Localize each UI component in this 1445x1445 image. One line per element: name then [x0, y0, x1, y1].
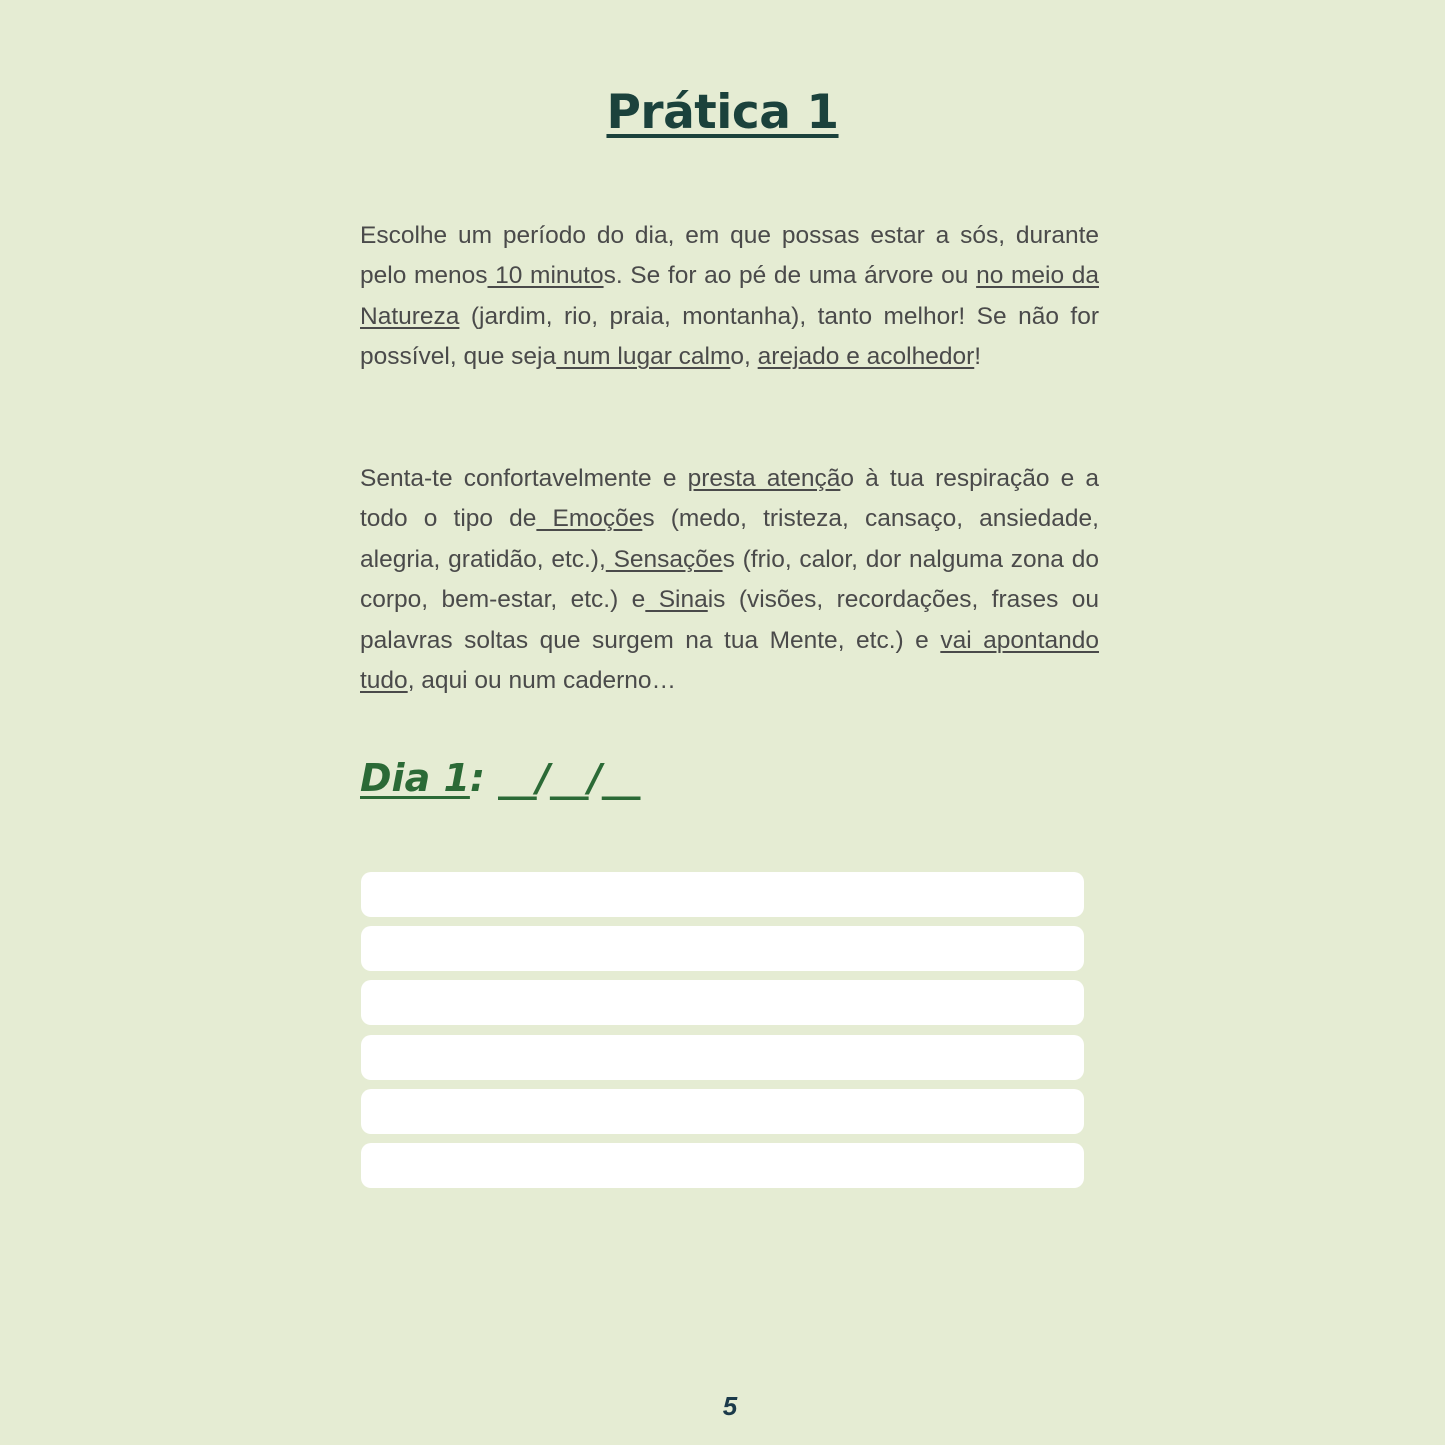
instructions-paragraph-2 — [360, 459, 1099, 701]
date-placeholder: : __/__/__ — [469, 756, 641, 800]
page-title-text: Prática 1 — [606, 85, 839, 140]
underlined-text: Sensaçõe — [605, 545, 723, 573]
underlined-text: Emoçõe — [536, 505, 643, 533]
text-segment: o à tua respiração e a todo o tipo de — [360, 465, 1099, 533]
text-segment: Escolhe um período do dia, em que possas estar a sós, durante pelo menos — [360, 222, 1099, 290]
writing-line[interactable] — [361, 872, 1084, 917]
writing-line[interactable] — [361, 1089, 1084, 1134]
underlined-text: no meio da Natureza — [360, 262, 1099, 330]
writing-line[interactable] — [361, 980, 1084, 1025]
page-title — [0, 82, 1445, 144]
text-segment: is (visões, recordações, frases ou palavras soltas que surgem na tua Mente, etc.) e — [360, 586, 1100, 654]
underlined-text: arejado e acolhedor — [757, 343, 975, 371]
underlined-text: Sina — [645, 586, 708, 614]
writing-line[interactable] — [361, 1143, 1084, 1188]
text-segment: Senta-te confortavelmente e — [360, 465, 688, 492]
text-segment: o, — [730, 343, 758, 371]
underlined-text: presta atençã — [687, 465, 841, 492]
text-segment: s. Se for ao pé de uma árvore ou — [603, 262, 977, 290]
text-segment: s (frio, calor, dor nalguma zona do corpo, bem-estar, etc.) e — [360, 545, 1099, 614]
writing-line[interactable] — [361, 926, 1084, 971]
day-heading — [360, 752, 640, 804]
underlined-text: num lugar calm — [556, 343, 731, 371]
underlined-text: 10 minuto — [487, 262, 604, 290]
writing-lines — [361, 872, 1084, 1197]
writing-line[interactable] — [361, 1035, 1084, 1080]
underlined-text: vai apontando tudo — [360, 626, 1099, 695]
day-label: Dia 1 — [360, 756, 470, 800]
page-number: 5 — [722, 1391, 738, 1421]
text-segment: ! — [974, 343, 982, 371]
text-segment: s (medo, tristeza, cansaço, ansiedade, alegria, gratidão, etc.), — [360, 505, 1099, 573]
text-segment: , aqui ou num caderno… — [407, 667, 676, 695]
instructions-paragraph-1 — [360, 216, 1099, 378]
text-segment: (jardim, rio, praia, montanha), tanto melhor! Se não for possível, que seja — [360, 302, 1099, 371]
